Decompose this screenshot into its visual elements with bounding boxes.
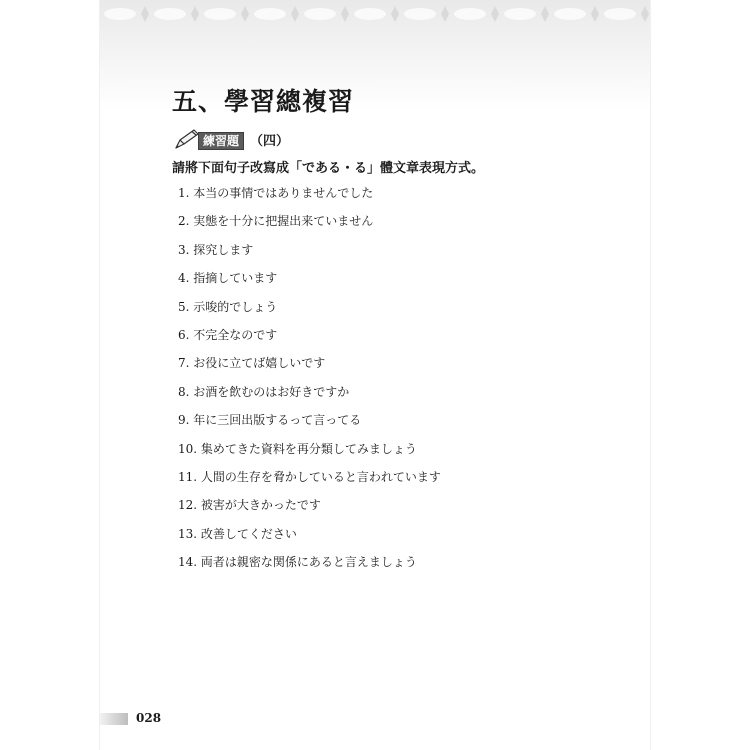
textbook-page (100, 0, 650, 750)
list-item: 3. 探究します (178, 242, 254, 257)
list-item: 5. 示唆的でしょう (178, 299, 278, 314)
list-item: 11. 人間の生存を脅かしていると言われています (178, 469, 441, 484)
exercise-header (172, 128, 289, 150)
list-item: 9. 年に三回出版するって言ってる (178, 413, 362, 428)
list-item: 13. 改善してください (178, 526, 297, 541)
list-item: 4. 指摘しています (178, 271, 278, 286)
footer-bar (100, 713, 128, 725)
list-item: 6. 不完全なのです (178, 327, 278, 342)
list-item: 14. 両者は親密な関係にあると言えましょう (178, 555, 417, 570)
exercise-instruction: 請將下面句子改寫成「である・る」體文章表現方式。 (172, 161, 485, 176)
header-pattern (100, 0, 650, 40)
exercise-badge: 練習題 (198, 132, 244, 150)
list-item: 12. 被害が大きかったです (178, 498, 321, 513)
exercise-list (178, 184, 441, 581)
list-item: 1. 本当の事情ではありませんでした (178, 186, 374, 200)
list-item: 2. 実態を十分に把握出来ていません (178, 214, 374, 229)
list-item: 7. お役に立てば嬉しいです (178, 356, 326, 371)
list-item: 8. お酒を飲むのはお好きですか (178, 384, 350, 399)
page-number: 028 (136, 711, 162, 725)
section-title: 五、學習總複習 (172, 87, 355, 116)
list-item: 10. 集めてきた資料を再分類してみましょう (178, 441, 417, 456)
exercise-number: （四） (250, 134, 290, 149)
